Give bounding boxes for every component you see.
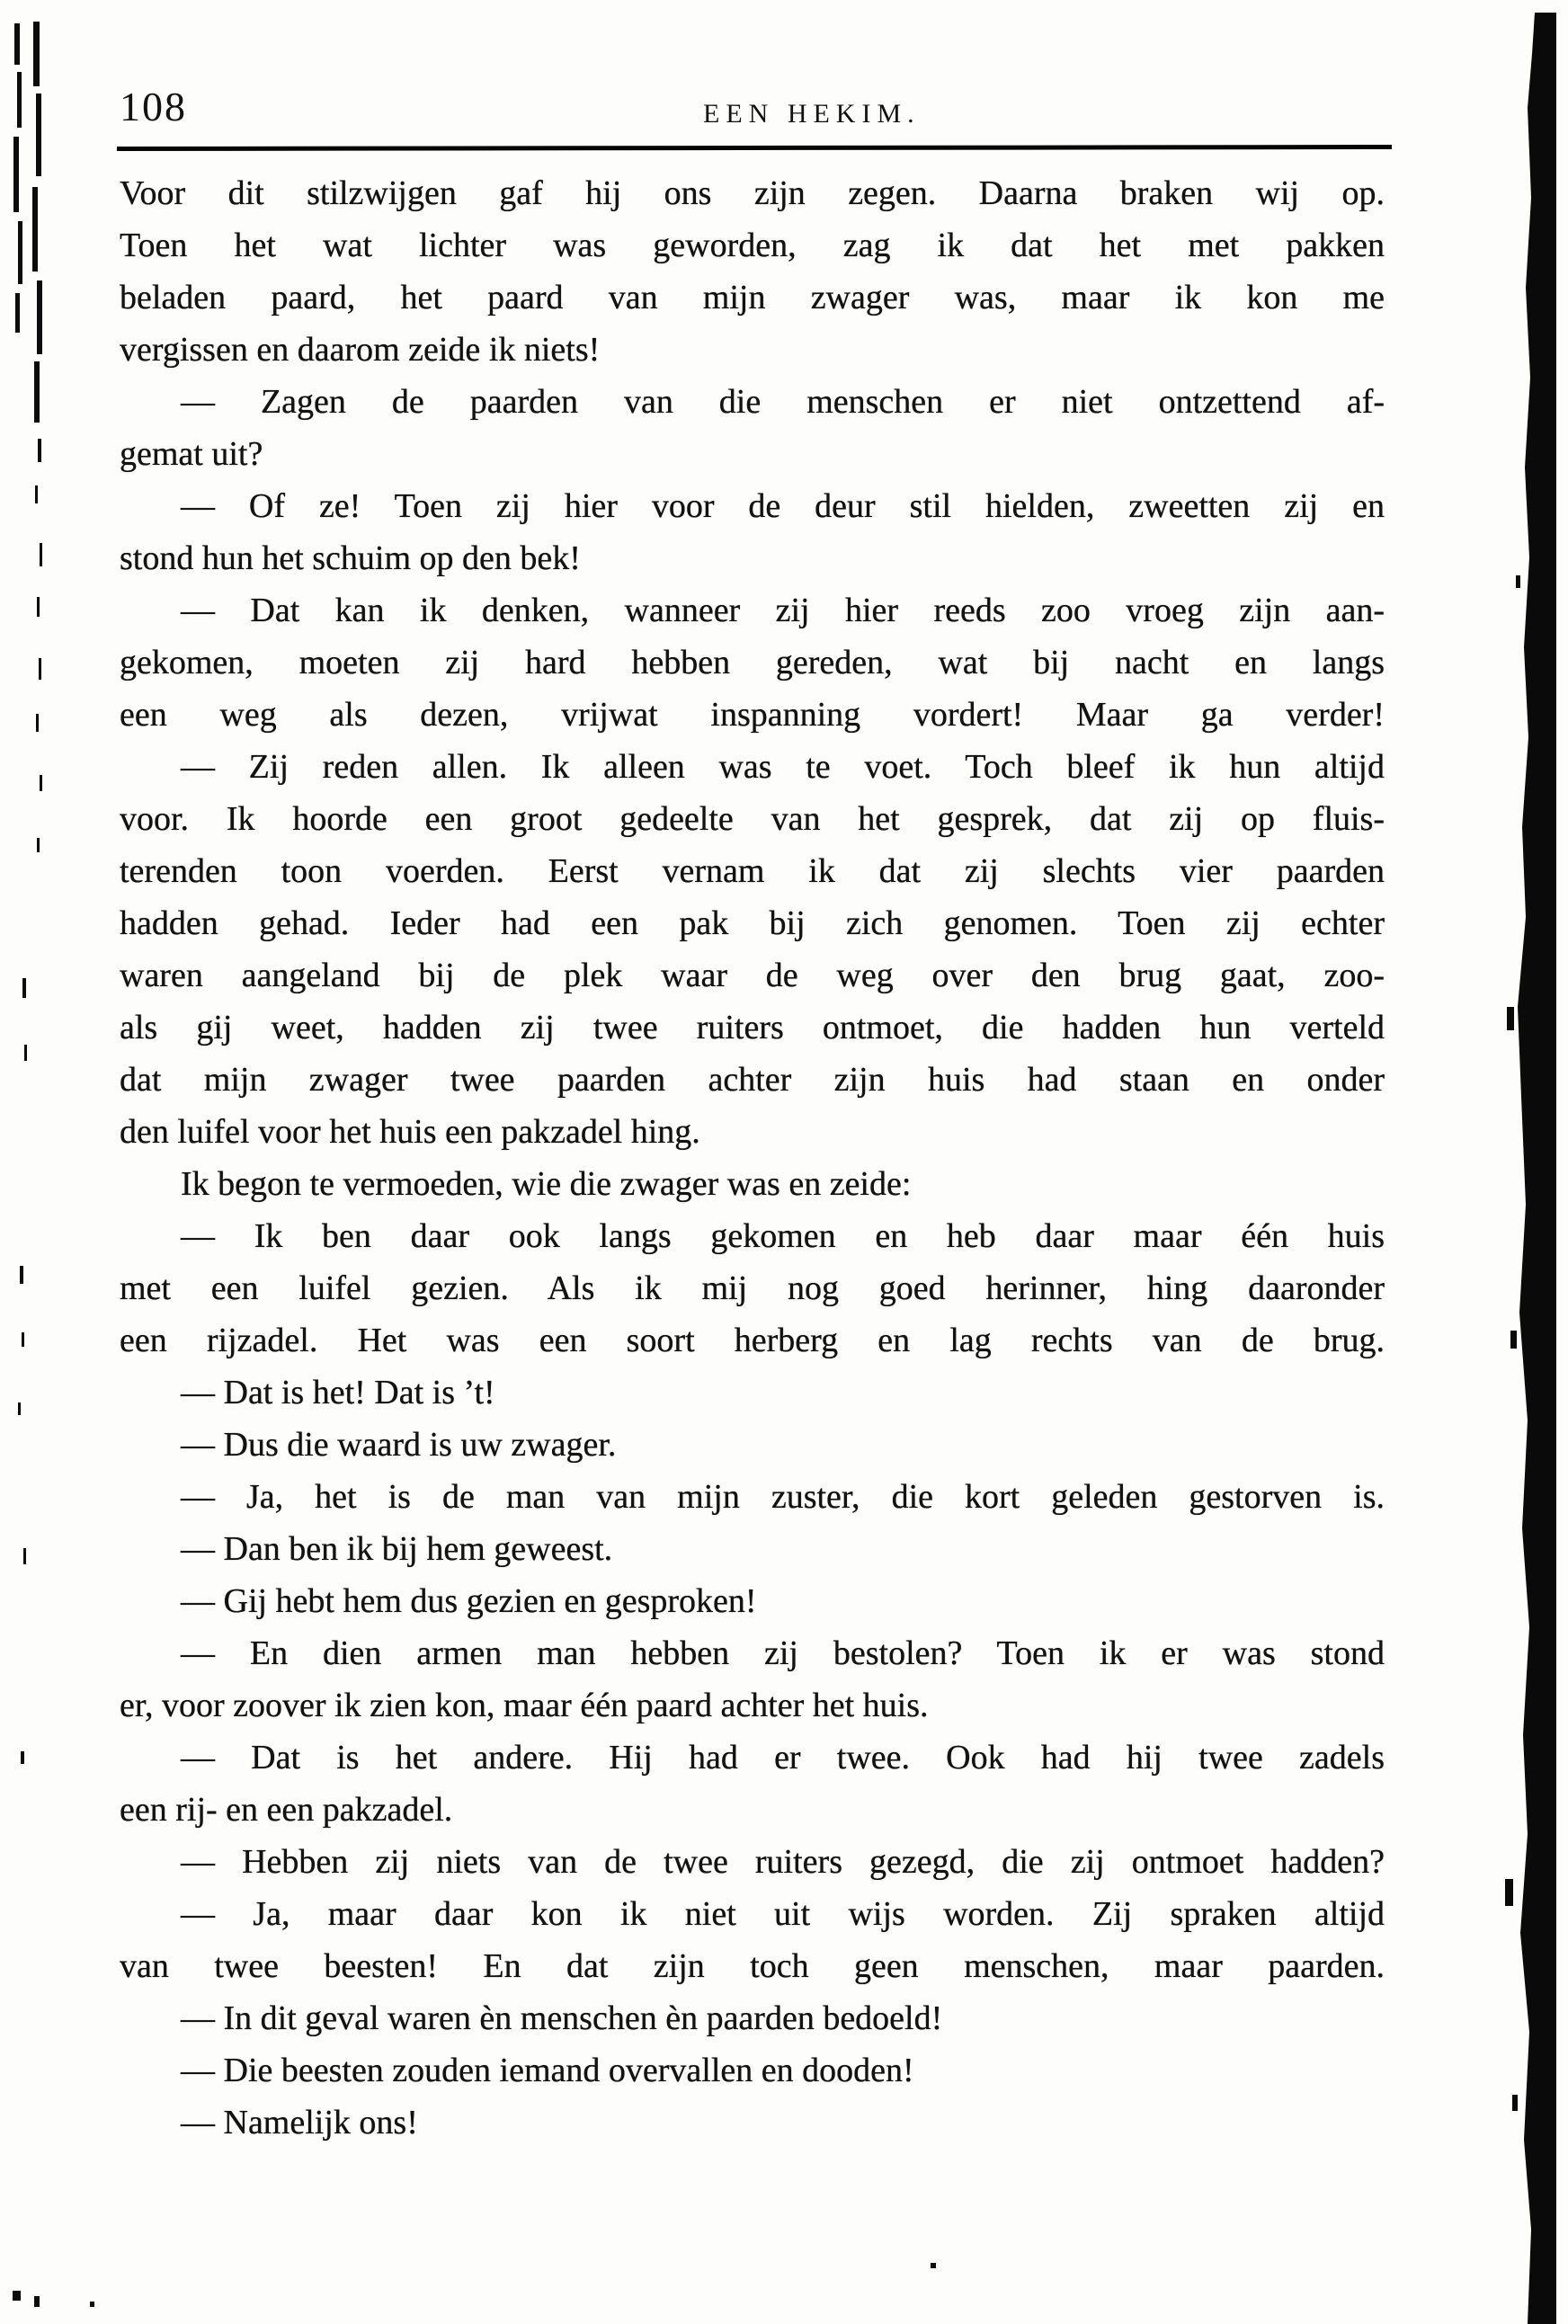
- text-line: — Dus die waard is uw zwager.: [181, 1426, 617, 1464]
- text-line: Voor dit stilzwijgen gaf hij ons zijn zegen. Daarna braken wij op.: [120, 174, 1385, 212]
- text-line: waren aangeland bij de plek waar de weg over den brug gaat, zoo-: [120, 957, 1385, 994]
- text-line: — In dit geval waren èn menschen èn paarden bedoeld!: [181, 1999, 943, 2037]
- text-line: — Die beesten zouden iemand overvallen en dooden!: [181, 2052, 914, 2089]
- text-line: met een luifel gezien. Als ik mij nog goed herinner, hing daaronder: [120, 1269, 1385, 1307]
- running-title: EEN HEKIM.: [703, 99, 921, 129]
- scan-speck: [931, 2263, 936, 2268]
- text-line: vergissen en daarom zeide ik niets!: [120, 331, 601, 369]
- text-line: — Dat is het! Dat is ’t!: [181, 1374, 495, 1411]
- text-line: — Ik ben daar ook langs gekomen en heb daar maar één huis: [181, 1217, 1385, 1255]
- text-line: terenden toon voerden. Eerst vernam ik dat zij slechts vier paarden: [120, 852, 1385, 890]
- scan-gutter-shadow: [1518, 13, 1556, 2324]
- text-line: als gij weet, hadden zij twee ruiters ontmoet, die hadden hun verteld: [120, 1009, 1385, 1046]
- text-line: stond hun het schuim op den bek!: [120, 539, 581, 577]
- text-line: — Gij hebt hem dus gezien en gesproken!: [181, 1582, 757, 1620]
- text-line: hadden gehad. Ieder had een pak bij zich genomen. Toen zij echter: [120, 904, 1385, 942]
- text-block: [120, 167, 1385, 2149]
- text-line: voor. Ik hoorde een groot gedeelte van het gesprek, dat zij op fluis-: [120, 800, 1385, 838]
- page-number: 108: [120, 84, 187, 129]
- scan-artifact-left: [13, 22, 94, 2307]
- text-line: — Zij reden allen. Ik alleen was te voet. Toch bleef ik hun altijd: [181, 748, 1385, 786]
- text-line: gemat uit?: [120, 435, 263, 473]
- text-line: — Ja, maar daar kon ik niet uit wijs worden. Zij spraken altijd: [181, 1895, 1385, 1933]
- text-line: een weg als dezen, vrijwat inspanning vordert! Maar ga verder!: [120, 696, 1385, 734]
- text-line: — Of ze! Toen zij hier voor de deur stil hielden, zweetten zij en: [181, 487, 1385, 525]
- text-line: — Dan ben ik bij hem geweest.: [181, 1530, 613, 1568]
- text-line: een rijzadel. Het was een soort herberg en lag rechts van de brug.: [120, 1322, 1385, 1359]
- text-line: dat mijn zwager twee paarden achter zijn huis had staan en onder: [120, 1061, 1385, 1099]
- text-line: een rij- en een pakzadel.: [120, 1791, 453, 1829]
- text-line: — Namelijk ons!: [181, 2104, 418, 2141]
- text-line: Toen het wat lichter was geworden, zag ik dat het met pakken: [120, 227, 1385, 264]
- text-line: — En dien armen man hebben zij bestolen? Toen ik er was stond: [181, 1634, 1385, 1672]
- header-rule: [117, 145, 1392, 151]
- text-line: — Ja, het is de man van mijn zuster, die kort geleden gestorven is.: [181, 1478, 1385, 1516]
- text-line: gekomen, moeten zij hard hebben gereden, wat bij nacht en langs: [120, 644, 1385, 681]
- text-line: — Dat is het andere. Hij had er twee. Ook had hij twee zadels: [181, 1739, 1385, 1776]
- text-line: — Zagen de paarden van die menschen er niet ontzettend af-: [181, 383, 1385, 421]
- text-line: — Hebben zij niets van de twee ruiters gezegd, die zij ontmoet hadden?: [181, 1843, 1385, 1881]
- text-line: Ik begon te vermoeden, wie die zwager was en zeide:: [181, 1165, 912, 1203]
- text-line: van twee beesten! En dat zijn toch geen menschen, maar paarden.: [120, 1947, 1385, 1985]
- text-line: den luifel voor het huis een pakzadel hing.: [120, 1113, 700, 1151]
- text-line: er, voor zoover ik zien kon, maar één paard achter het huis.: [120, 1687, 929, 1724]
- text-line: — Dat kan ik denken, wanneer zij hier reeds zoo vroeg zijn aan-: [181, 592, 1385, 629]
- text-line: beladen paard, het paard van mijn zwager was, maar ik kon me: [120, 279, 1385, 316]
- scan-gutter-specks: [1505, 575, 1520, 2111]
